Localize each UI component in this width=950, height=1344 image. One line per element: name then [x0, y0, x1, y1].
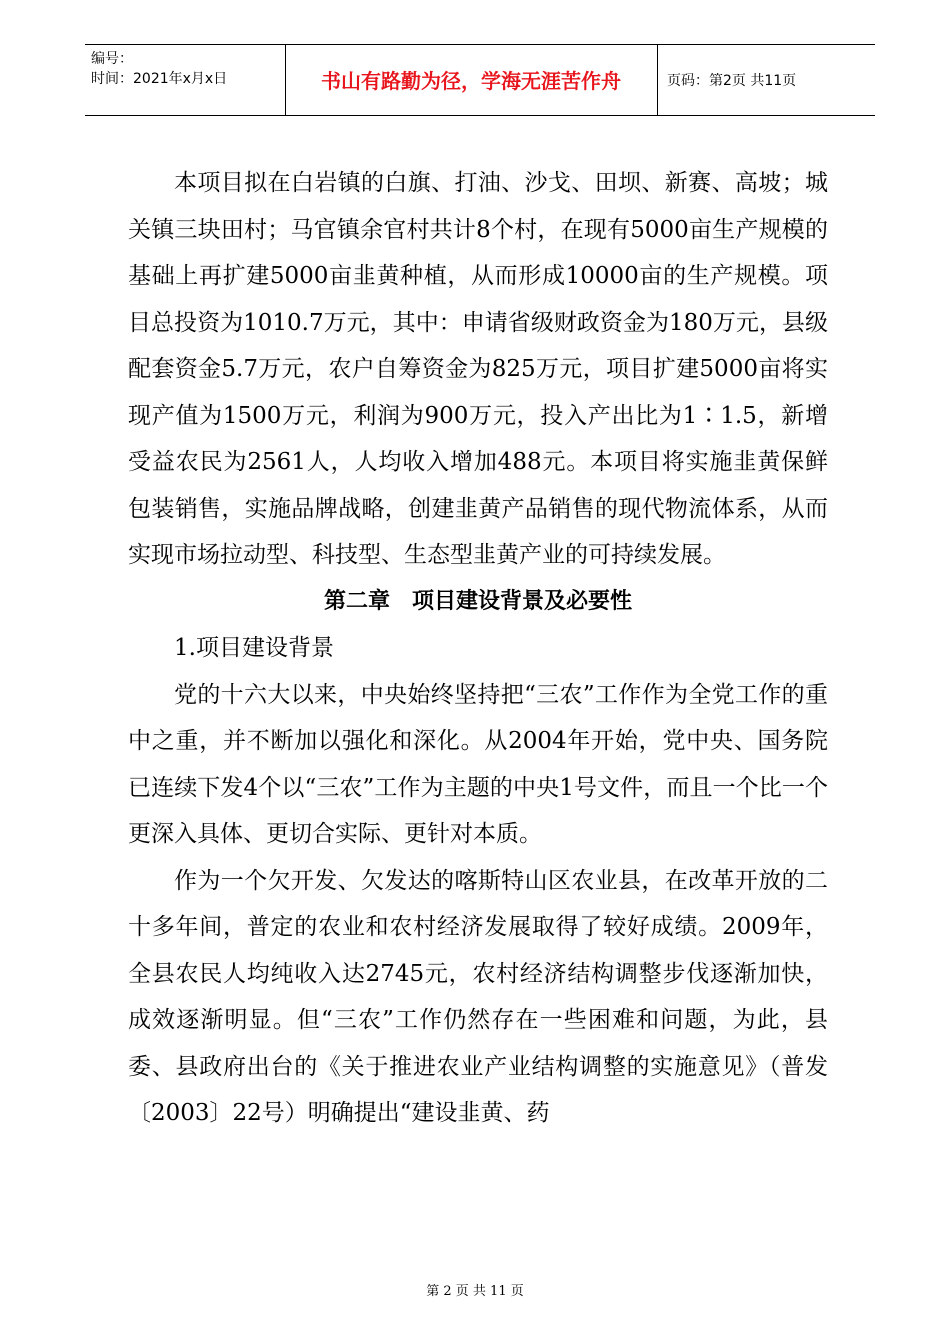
- header-meta: [91, 49, 227, 89]
- section-title: 1.项目建设背景: [174, 635, 334, 661]
- header-number-label: 编号：: [91, 51, 133, 67]
- document-body: [128, 160, 828, 1137]
- header-divider-right: [657, 45, 658, 115]
- page-footer: 第 2 页 共 11 页: [426, 1284, 524, 1299]
- header-motto: 书山有路勤为径，学海无涯苦作舟: [321, 69, 621, 93]
- chapter-title: 第二章 项目建设背景及必要性: [323, 588, 632, 614]
- header-time-label: 时间：2021年x月x日: [91, 71, 228, 87]
- header-page-info: 页码：第2页 共11页: [667, 73, 797, 89]
- paragraph-background-2: 作为一个欠开发、欠发达的喀斯特山区农业县，在改革开放的二十多年间，普定的农业和农村经济发展取得了较好成绩。2009年，全县农民人均纯收入达2745元，农村经济结构调整步伐逐渐加快，成效逐渐明显。但“三农”工作仍然存在一些困难和问题，为此，县委、县政府出台的《关于推进农业产业结构调整的实施意见》（普发〔2003〕22号）明确提出“建设韭黄、药: [128, 867, 828, 1126]
- paragraph-project-summary: 本项目拟在白岩镇的白旗、打油、沙戈、田坝、新赛、高坡；城关镇三块田村；马官镇余官村共计8个村，在现有5000亩生产规模的基础上再扩建5000亩韭黄种植，从而形成10000亩的生产规模。项目总投资为1010.7万元，其中：申请省级财政资金为180万元，县级配套资金5.7万元，农户自筹资金为825万元，项目扩建5000亩将实现产值为1500万元，利润为900万元，投入产出比为1∶1.5，新增受益农民为2561人，人均收入增加488元。本项目将实施韭黄保鲜包装销售，实施品牌战略，创建韭黄产品销售的现代物流体系，从而实现市场拉动型、科技型、生态型韭黄产业的可持续发展。: [128, 170, 828, 568]
- paragraph-background-1: 党的十六大以来，中央始终坚持把“三农”工作作为全党工作的重中之重，并不断加以强化和深化。从2004年开始，党中央、国务院已连续下发4个以“三农”工作为主题的中央1号文件，而且一个比一个更深入具体、更切合实际、更针对本质。: [128, 681, 828, 847]
- page-header: [85, 44, 875, 116]
